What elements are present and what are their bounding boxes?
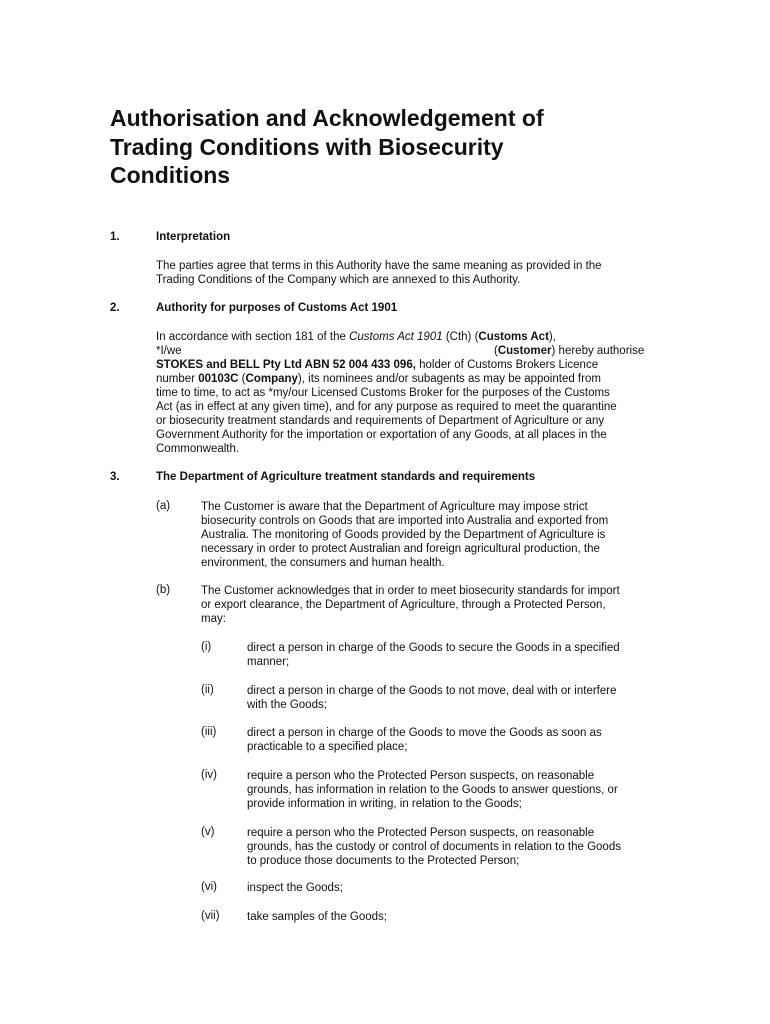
title-line-1: Authorisation and Acknowledgement of bbox=[110, 105, 544, 131]
item-iii-text bbox=[247, 726, 677, 754]
section-2-heading: Authority for purposes of Customs Act 1901 bbox=[156, 302, 398, 314]
text-line: or biosecurity treatment standards and requirements of Department of Agriculture or any bbox=[156, 415, 605, 427]
text-line: In accordance with section 181 of the Customs Act 1901 (Cth) (Customs Act), bbox=[156, 331, 556, 343]
text-line: direct a person in charge of the Goods to not move, deal with or interfere bbox=[247, 685, 617, 697]
item-iv-label: (iv) bbox=[201, 769, 217, 781]
text-line: Commonwealth. bbox=[156, 443, 240, 455]
title-line-3: Conditions bbox=[110, 162, 231, 188]
title-line-2: Trading Conditions with Biosecurity bbox=[110, 133, 504, 160]
clause-a-label: (a) bbox=[156, 500, 171, 512]
customer-line: *I/we (Customer) hereby authorise bbox=[156, 345, 645, 357]
text-line: direct a person in charge of the Goods to secure the Goods in a specified bbox=[247, 642, 620, 654]
item-iii-label: (iii) bbox=[201, 726, 217, 738]
section-2-number: 2. bbox=[110, 302, 120, 314]
text-line: Australia. The monitoring of Goods provided by the Department of Agriculture is bbox=[201, 529, 606, 541]
item-iv-text bbox=[247, 769, 677, 811]
section-1-paragraph bbox=[156, 259, 676, 287]
item-ii-text bbox=[247, 684, 677, 712]
item-vi-text bbox=[247, 881, 677, 895]
item-v-text bbox=[247, 826, 677, 868]
item-vii-text bbox=[247, 910, 677, 924]
text-line: direct a person in charge of the Goods to move the Goods as soon as bbox=[247, 727, 602, 739]
customer-name-label: *I/we bbox=[156, 345, 182, 357]
text-line: The Customer is aware that the Department of Agriculture may impose strict bbox=[201, 501, 588, 513]
item-ii-label: (ii) bbox=[201, 684, 214, 696]
text-line: biosecurity controls on Goods that are imported into Australia and exported from bbox=[201, 515, 609, 527]
clause-b-label: (b) bbox=[156, 584, 171, 596]
clause-b-text bbox=[201, 584, 671, 626]
document-title bbox=[110, 104, 670, 190]
section-3-number: 3. bbox=[110, 471, 120, 483]
text-line: grounds, has the custody or control of documents in relation to the Goods bbox=[247, 841, 621, 853]
section-1-heading: Interpretation bbox=[156, 231, 231, 243]
section-3-heading: The Department of Agriculture treatment standards and requirements bbox=[156, 471, 536, 483]
text-line: practicable to a specified place; bbox=[247, 741, 408, 753]
text-line: Act (as in effect at any given time), and for any purpose as required to meet the quarantine bbox=[156, 401, 617, 413]
text-line: with the Goods; bbox=[247, 699, 327, 711]
text-line: grounds, has information in relation to the Goods to answer questions, or bbox=[247, 784, 618, 796]
licence-number: 00103C bbox=[198, 373, 239, 385]
text-line: Government Authority for the importation or exportation of any Goods, at all places in the bbox=[156, 429, 607, 441]
text-line: environment, the consumers and human health. bbox=[201, 557, 445, 569]
text-line: The parties agree that terms in this Authority have the same meaning as provided in the bbox=[156, 260, 602, 272]
text-line: may: bbox=[201, 613, 226, 625]
text-line: manner; bbox=[247, 656, 290, 668]
company-name: STOKES and BELL Pty Ltd ABN 52 004 433 096, bbox=[156, 359, 416, 371]
text-line: inspect the Goods; bbox=[247, 882, 343, 894]
text-line: or export clearance, the Department of Agriculture, through a Protected Person, bbox=[201, 599, 606, 611]
item-v-label: (v) bbox=[201, 826, 215, 838]
text-line: require a person who the Protected Person suspects, on reasonable bbox=[247, 770, 595, 782]
text-line: require a person who the Protected Person suspects, on reasonable bbox=[247, 827, 595, 839]
item-vii-label: (vii) bbox=[201, 910, 220, 922]
section-2-paragraph bbox=[156, 330, 676, 456]
text-line: STOKES and BELL Pty Ltd ABN 52 004 433 096, holder of Customs Brokers Licence bbox=[156, 359, 599, 371]
item-i-label: (i) bbox=[201, 641, 212, 653]
text-line: time to time, to act as *my/our Licensed Customs Broker for the purposes of the Customs bbox=[156, 387, 610, 399]
text-line: provide information in writing, in relation to the Goods; bbox=[247, 798, 522, 810]
clause-a-text bbox=[201, 500, 671, 570]
text-line: The Customer acknowledges that in order to meet biosecurity standards for import bbox=[201, 585, 620, 597]
item-i-text bbox=[247, 641, 677, 669]
text-line: Trading Conditions of the Company which are annexed to this Authority. bbox=[156, 274, 521, 286]
section-1-number: 1. bbox=[110, 231, 120, 243]
text-line: take samples of the Goods; bbox=[247, 911, 387, 923]
item-vi-label: (vi) bbox=[201, 881, 217, 893]
text-line: necessary in order to protect Australian and foreign agricultural production, the bbox=[201, 543, 600, 555]
text-line: number 00103C (Company), its nominees and/or subagents as may be appointed from bbox=[156, 373, 601, 385]
text-line: to produce those documents to the Protected Person; bbox=[247, 855, 520, 867]
